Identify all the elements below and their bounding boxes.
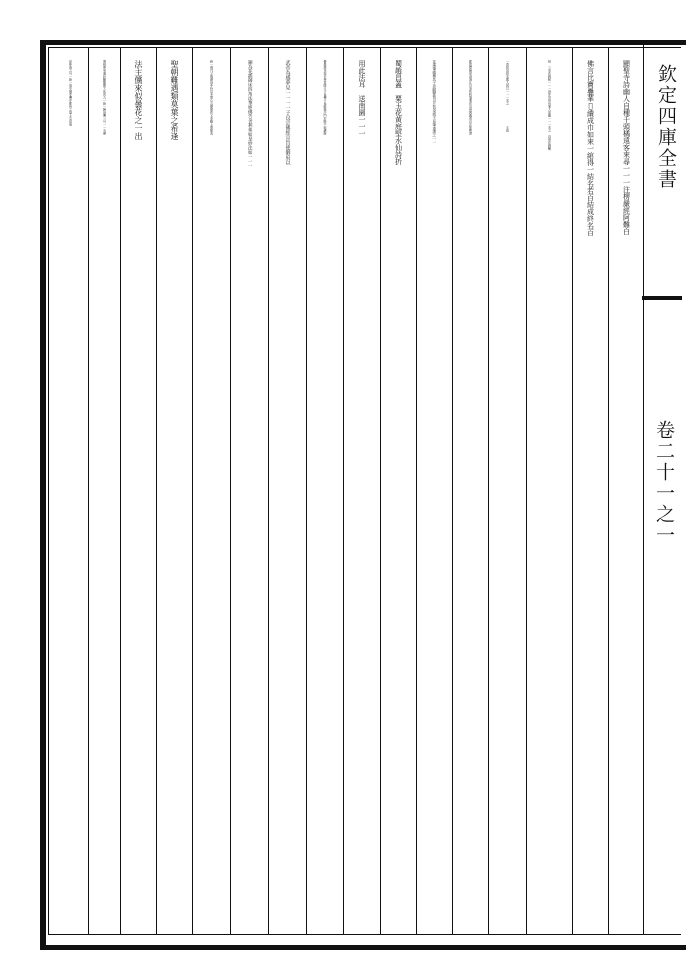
column-text: 優曇鉢花南史齊竟陵王子良傳子良啟進沙門於殿户前講經	[323, 60, 327, 135]
text-column	[572, 60, 608, 934]
column-text: 武帝為感夢見一一一一子良宗佛經宣旨使御府以	[284, 60, 291, 165]
text-column	[120, 60, 156, 934]
column-text: 聖朝難遇類莫葉之希逢	[170, 60, 179, 140]
text-column	[608, 60, 644, 934]
column-text: 顯聖寺詩幽人自種千頭橘遠客來尋一一一注楞嚴經阿難白	[622, 60, 631, 235]
column-text: 結 三朶花蘇軾一一一詩序房州有異人常戴一一一名之 沒骨花蘇轍	[547, 60, 552, 150]
column-text: 法主儻來似曇花之一出	[134, 60, 143, 140]
margin-book-title: 欽定四庫全書	[655, 64, 677, 190]
text-column	[156, 60, 192, 934]
column-text: 都尉寶繪堂詩清江白浪吹粉墻異花沒骨朝露香自注徐熈畫	[468, 60, 473, 135]
column-text: 蜀趙昌蓋 粟玉花黄庭堅水仙詩折	[394, 60, 403, 165]
text-column	[192, 60, 230, 934]
text-column	[526, 60, 572, 934]
column-text: 時一現耳又張謂詩手持貝多葉心念優曇花又李嶠上尊號表	[209, 60, 214, 135]
column-text: 佛言比寶疊華𦆵繢成巾如來一綰得一結名若百結成終名百	[586, 60, 595, 236]
text-column	[52, 60, 88, 934]
column-text: 用此法耳 送南園一一一	[358, 60, 366, 137]
text-column	[306, 60, 343, 934]
text-column	[268, 60, 306, 934]
text-column	[343, 60, 380, 934]
margin-juan-label: 卷二十一之一	[653, 420, 675, 546]
text-column	[380, 60, 416, 934]
margin-fishtail-bar	[642, 296, 682, 300]
column-text: 花落筆縱横其子崇嗣變格以五色染就不見筆迹謂之一一	[432, 60, 437, 144]
text-column	[88, 60, 120, 934]
text-column	[452, 60, 488, 934]
column-text: 記仲春之月一始一南史循吏傳序都邑之盛士女昌逸	[68, 60, 73, 126]
text-column	[230, 60, 268, 934]
column-text: 一莫知其姓名郡人因以一一一名之 王詵	[505, 60, 510, 132]
text-column	[488, 60, 526, 934]
column-text: 增桃華易通卦驗驚蟄大壯初九一始一韓詩傳三月一一水襌	[102, 60, 107, 135]
column-text: 銅為花插御床四角法華經佛告舍利弗如是妙法如一一一	[247, 60, 253, 168]
text-column	[416, 60, 452, 934]
